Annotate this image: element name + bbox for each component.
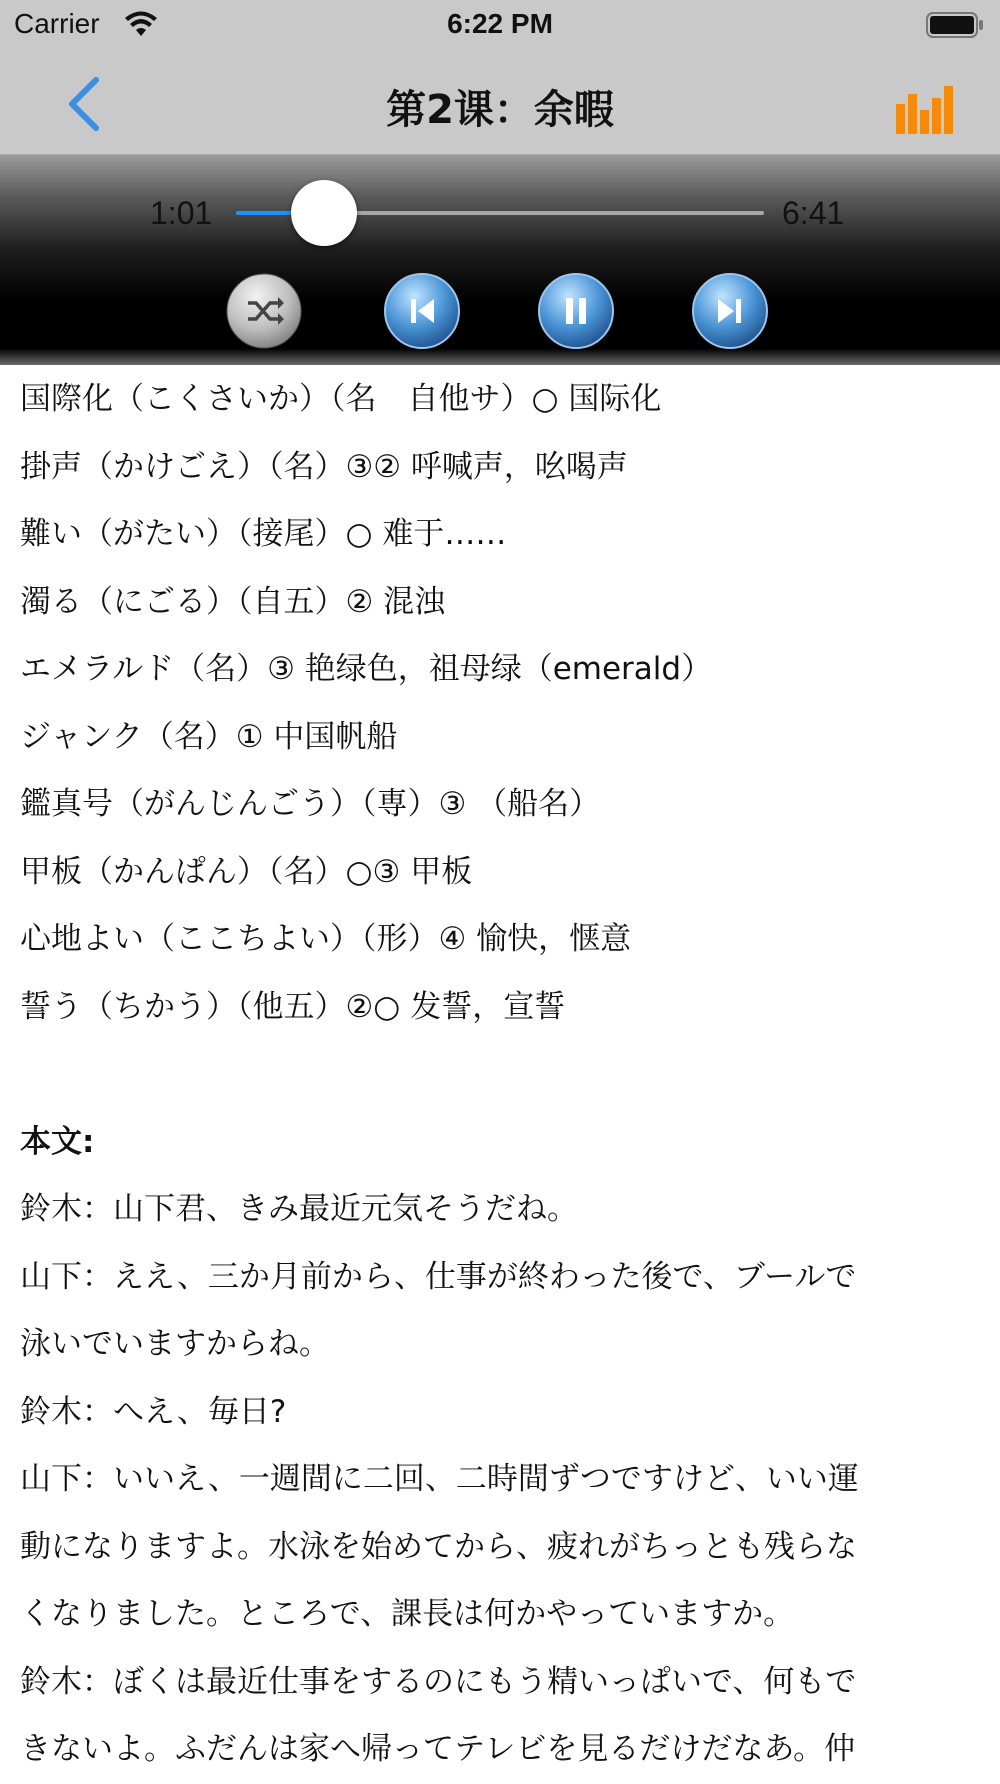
status-bar (0, 0, 1000, 50)
vocab-line: 国際化（こくさいか）（名 自他サ）○ 国际化 (20, 381, 662, 417)
equalizer-icon[interactable] (896, 86, 954, 134)
dialogue-line: 山下：いいえ、一週間に二回、二時間ずつですけど、いい運 (20, 1461, 859, 1497)
audio-player (0, 155, 1000, 365)
shuffle-button[interactable] (226, 273, 302, 349)
vocab-line: エメラルド（名）③ 艳绿色，祖母绿（emerald） (20, 651, 713, 687)
text-heading: 本文: (20, 1123, 95, 1160)
vocab-line: 誓う（ちかう）（他五）②○ 发誓，宣誓 (20, 988, 566, 1025)
progress-thumb[interactable] (291, 180, 357, 246)
dialogue-line: 山下：ええ、三か月前から、仕事が終わった後で、ブールで (20, 1258, 857, 1295)
current-time: 1:01 (150, 195, 213, 231)
next-button[interactable] (692, 273, 768, 349)
dialogue-line: くなりました。ところで、課長は何かやっていますか。 (20, 1596, 795, 1632)
spacer (20, 1041, 980, 1109)
pause-button[interactable] (538, 273, 614, 349)
shuffle-icon (226, 273, 302, 349)
total-time: 6:41 (782, 195, 845, 231)
carrier-label: Carrier (14, 8, 100, 39)
lesson-content (20, 366, 980, 1784)
progress-slider[interactable] (236, 211, 764, 215)
dialogue-line: 鈴木：ぼくは最近仕事をするのにもう精いっぱいで、何もで (20, 1663, 857, 1700)
battery-icon (926, 12, 984, 38)
vocab-line: ジャンク（名）① 中国帆船 (20, 718, 398, 755)
dialogue-line: きないよ。ふだんは家へ帰ってテレビを見るだけだなあ。仲 (20, 1731, 856, 1767)
vocab-line: 甲板（かんぱん）（名）○③ 甲板 (20, 853, 473, 890)
dialogue-line: 鈴木：山下君、きみ最近元気そうだね。 (20, 1191, 578, 1227)
navigation-bar (0, 50, 1000, 155)
page-title: 第2课：余暇 (386, 87, 614, 133)
dialogue-line: 泳いでいますからね。 (20, 1326, 330, 1362)
vocab-line: 掛声（かけごえ）（名）③② 呼喊声，吆喝声 (20, 448, 628, 485)
skip-next-icon (692, 273, 768, 349)
vocab-line: 鑑真号（がんじんごう）（専）③ （船名） (20, 786, 601, 822)
previous-button[interactable] (384, 273, 460, 349)
dialogue-line: 鈴木：へえ、毎日? (20, 1393, 287, 1430)
vocab-line: 心地よい（ここちよい）（形）④ 愉快，惬意 (20, 921, 632, 957)
pause-icon (538, 273, 614, 349)
vocab-line: 難い（がたい）（接尾）○ 难于…… (20, 516, 507, 552)
vocab-line: 濁る（にごる）（自五）② 混浊 (20, 583, 446, 620)
dialogue-line: 動になりますよ。水泳を始めてから、疲れがちっとも残らな (20, 1528, 857, 1565)
status-time: 6:22 PM (447, 8, 553, 39)
skip-previous-icon (384, 273, 460, 349)
